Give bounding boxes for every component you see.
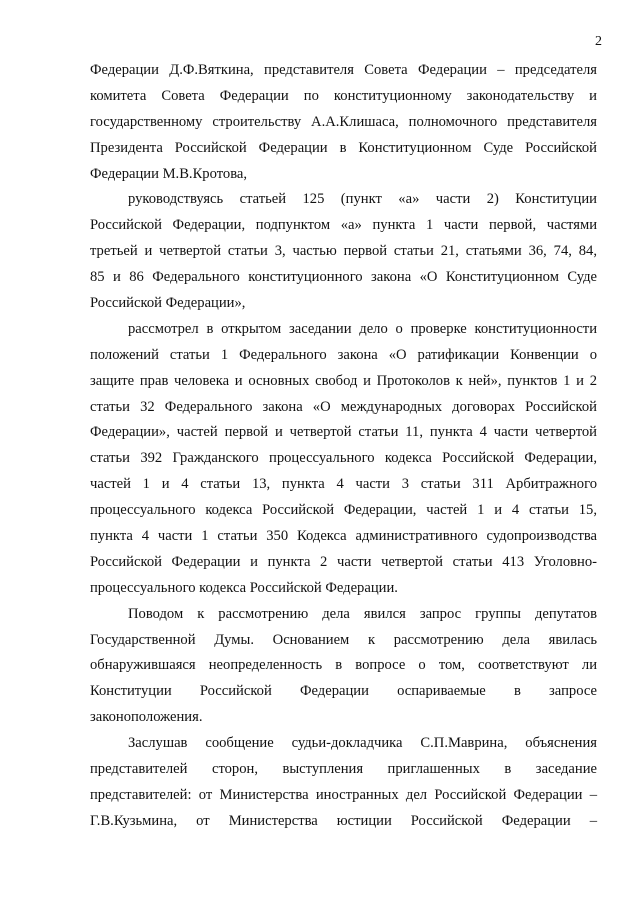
body-text: [90, 58, 597, 835]
text-line: Российской Федерации»,: [90, 295, 246, 312]
text-line: обнаружившаяся неопределенность в вопросе о том, соответствуют ли: [90, 657, 597, 674]
text-line: Российской Федерации и пункта 2 части четвертой статьи 413 Уголовно-: [90, 553, 597, 570]
text-line: Конституции Российской Федерации оспариваемые в запросе: [90, 683, 597, 700]
text-line: третьей и четвертой статьи 3, частью первой статьи 21, статьями 36, 74, 84,: [90, 243, 597, 260]
text-line: статьи 32 Федерального закона «О международных договорах Российской: [90, 398, 597, 415]
text-line: Поводом к рассмотрению дела явился запрос группы депутатов: [128, 605, 597, 622]
text-line: рассмотрел в открытом заседании дело о проверке конституционности: [128, 320, 597, 337]
text-line: Российской Федерации, подпунктом «а» пункта 1 части первой, частями: [90, 217, 597, 234]
text-line: пункта 4 части 1 статьи 350 Кодекса административного судопроизводства: [90, 528, 597, 545]
text-line: защите прав человека и основных свобод и Протоколов к ней», пунктов 1 и 2: [90, 372, 597, 389]
text-line: положений статьи 1 Федерального закона «О ратификации Конвенции о: [90, 346, 597, 363]
text-line: Государственной Думы. Основанием к рассмотрению дела явилась: [90, 631, 597, 648]
text-line: процессуального кодекса Российской Федерации, частей 1 и 4 статьи 15,: [90, 502, 597, 519]
text-line: Президента Российской Федерации в Конституционном Суде Российской: [90, 139, 597, 156]
text-line: процессуального кодекса Российской Федерации.: [90, 579, 398, 596]
text-line: Г.В.Кузьмина, от Министерства юстиции Российской Федерации –: [90, 812, 597, 829]
text-line: представителей: от Министерства иностранных дел Российской Федерации –: [90, 786, 597, 803]
text-line: руководствуясь статьей 125 (пункт «а» части 2) Конституции: [128, 191, 597, 208]
text-line: Федерации Д.Ф.Вяткина, представителя Совета Федерации – председателя: [90, 62, 597, 78]
text-line: Федерации», частей первой и четвертой статьи 11, пункта 4 части четвертой: [90, 424, 597, 441]
text-line: комитета Совета Федерации по конституционному законодательству и: [90, 87, 597, 104]
text-line: Заслушав сообщение судьи-докладчика С.П.Маврина, объяснения: [128, 735, 597, 752]
text-line: 85 и 86 Федерального конституционного закона «О Конституционном Суде: [90, 269, 597, 286]
text-line: частей 1 и 4 статьи 13, пункта 4 части 3 статьи 311 Арбитражного: [90, 476, 597, 493]
text-line: законоположения.: [90, 709, 203, 726]
text-line: государственному строительству А.А.Клишаса, полномочного представителя: [90, 113, 597, 130]
text-line: Федерации М.В.Кротова,: [90, 165, 248, 182]
text-line: статьи 392 Гражданского процессуального кодекса Российской Федерации,: [90, 450, 597, 467]
page-number: 2: [595, 34, 602, 49]
text-line: представителей сторон, выступления приглашенных в заседание: [90, 761, 597, 778]
